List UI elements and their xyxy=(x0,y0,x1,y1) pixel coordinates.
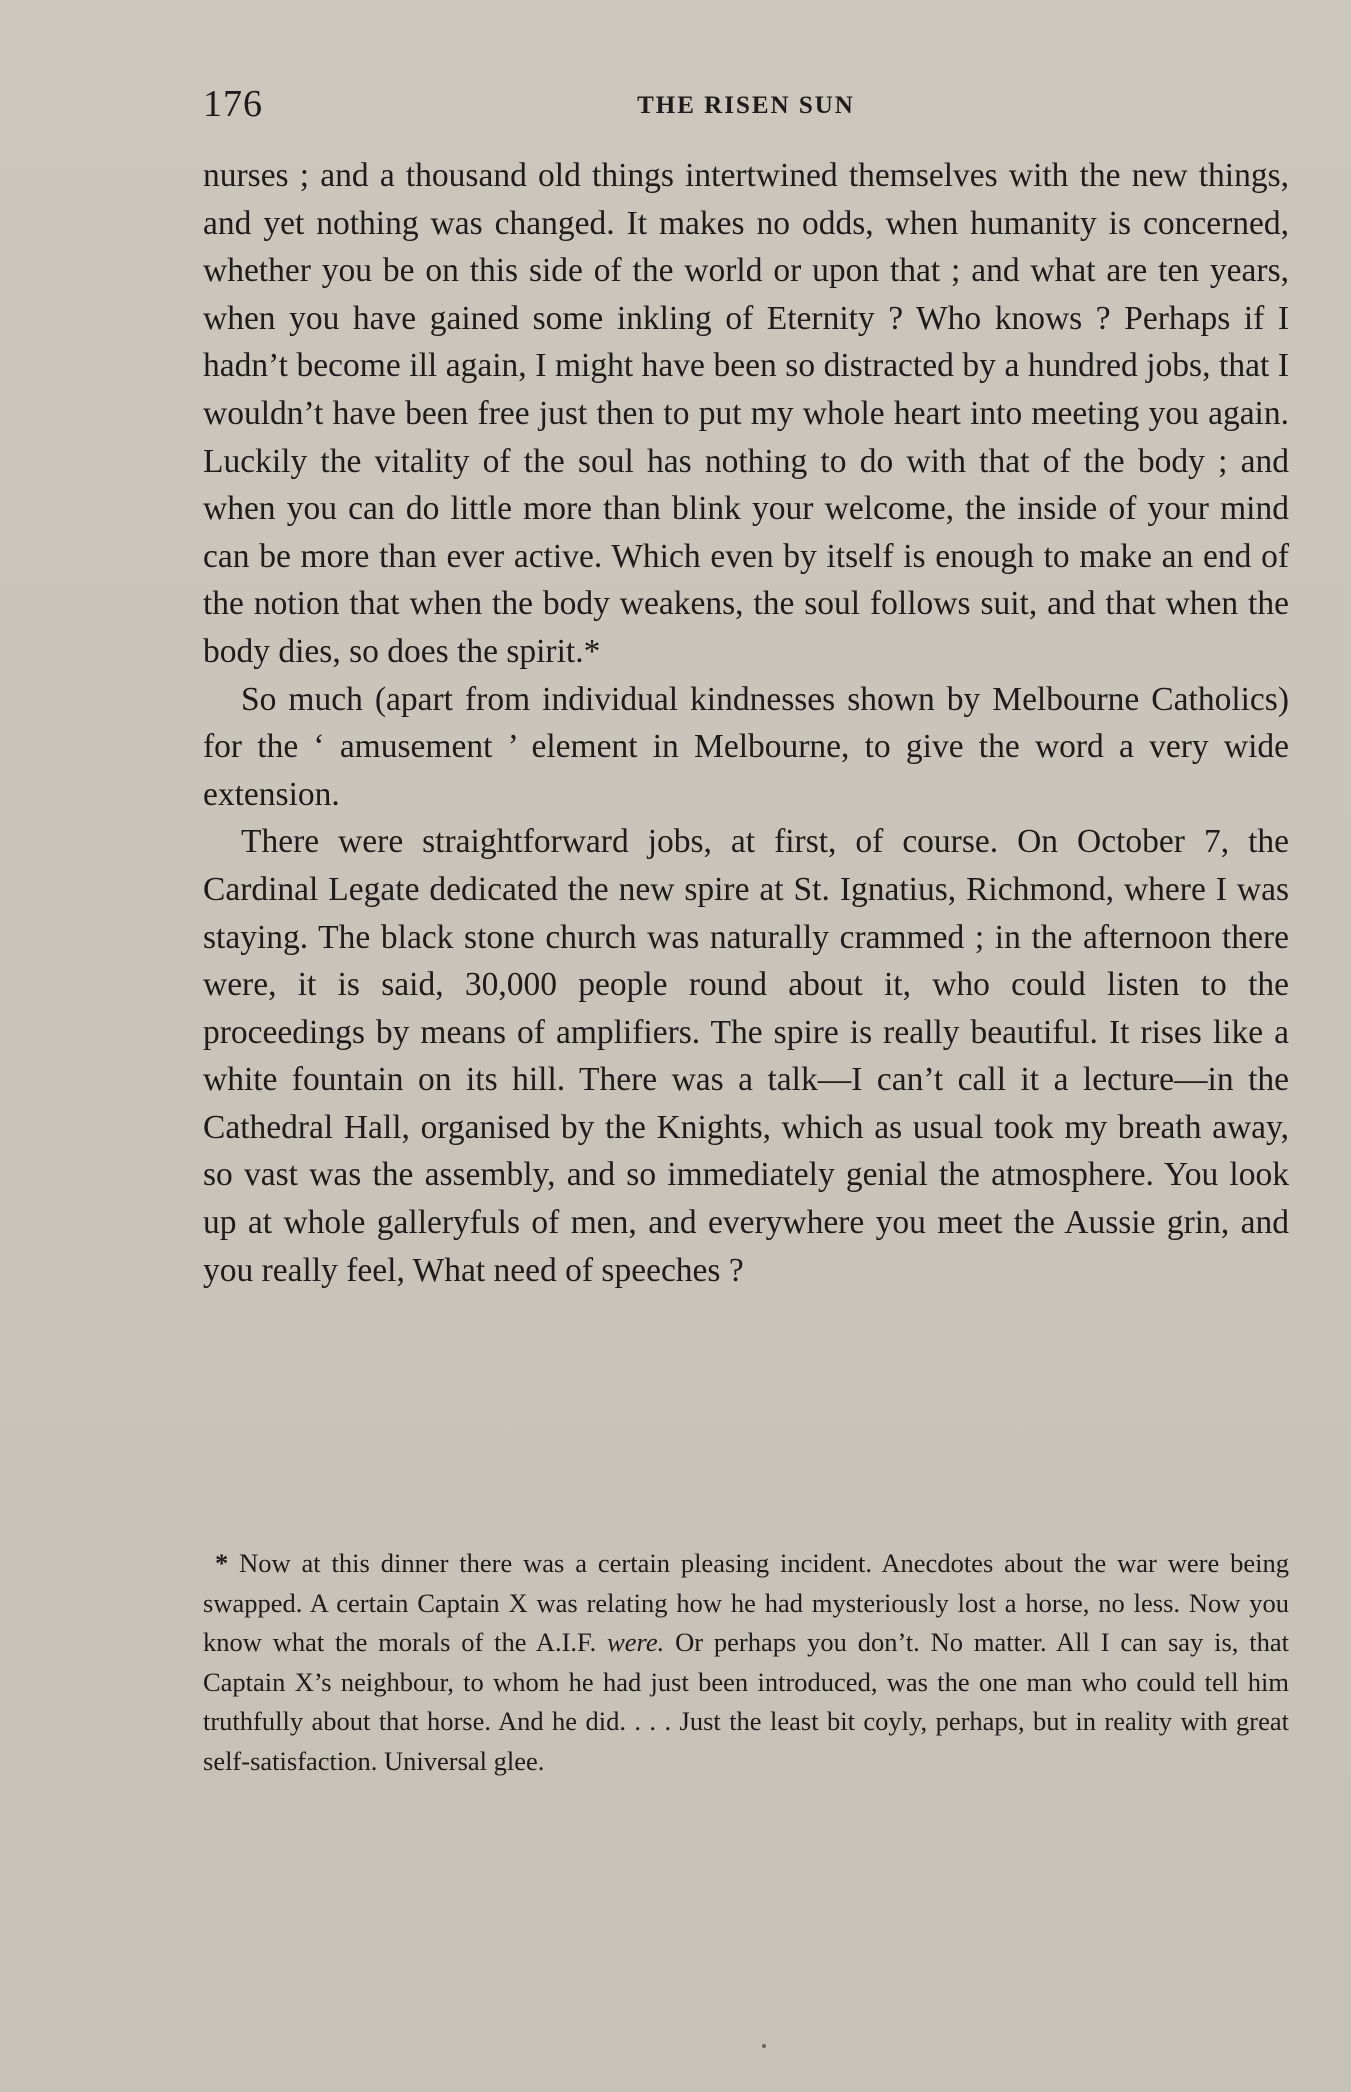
paragraph-1: nurses ; and a thousand old things intertwined themselves with the new things, and yet nothing was changed. It makes no odds, when humanity is concerned, whether you be on this side of the world or upon that ; and what are ten years, when you have gained some inkling of Eternity ? Who knows ? Perhaps if I hadn’t become ill again, I might have been so distracted by a hundred jobs, that I wouldn’t have been free just then to put my whole heart into meeting you again. Luckily the vitality of the soul has nothing to do with that of the body ; and when you can do little more than blink your welcome, the inside of your mind can be more than ever active. Which even by itself is enough to make an end of the notion that when the body weakens, the soul follows suit, and that when the body dies, so does the spirit.* xyxy=(203,157,1289,670)
paragraph-2: So much (apart from individual kindnesses shown by Melbourne Catholics) for the ‘ amusement ’ element in Melbourne, to give the word a very wide extension. xyxy=(203,680,1289,813)
page-header xyxy=(203,82,1289,132)
footnote xyxy=(203,1544,1289,1782)
paper-speck xyxy=(762,2044,766,2048)
footnote-text-part-1: Now at this dinner there was a certain pleasing incident. Anecdotes about the war were being swapped. A certain Captain X was relating how he had mysteriously lost a horse, no less. Now you know what the morals of the A.I.F. xyxy=(203,1548,1289,1658)
paragraph-3: There were straightforward jobs, at first, of course. On October 7, the Cardinal Legate dedicated the new spire at St. Ignatius, Richmond, where I was staying. The black stone church was naturally crammed ; in the afternoon there were, it is said, 30,000 people round about it, who could listen to the proceedings by means of amplifiers. The spire is really beautiful. It rises like a white fountain on its hill. There was a talk—I can’t call it a lecture—in the Cathedral Hall, organised by the Knights, which as usual took my breath away, so vast was the assembly, and so immediately genial the atmosphere. You look up at whole galleryfuls of men, and everywhere you meet the Aussie grin, and you really feel, What need of speeches ? xyxy=(203,823,1289,1289)
page-number: 176 xyxy=(203,83,263,125)
footnote-text xyxy=(203,1544,1289,1782)
footnote-marker: * xyxy=(215,1548,229,1578)
footnote-text-part-2: Or perhaps you don’t. No matter. All I can say is, that Captain X’s neighbour, to whom he had just been introduced, was the one man who could tell him truthfully about that horse. And he did. . . . Just the least bit coyly, perhaps, but in reality with great self-satisfaction. Universal glee. xyxy=(203,1627,1289,1776)
body-text xyxy=(203,152,1289,1294)
running-head: THE RISEN SUN xyxy=(637,92,855,119)
footnote-italic-word: were. xyxy=(607,1627,665,1658)
